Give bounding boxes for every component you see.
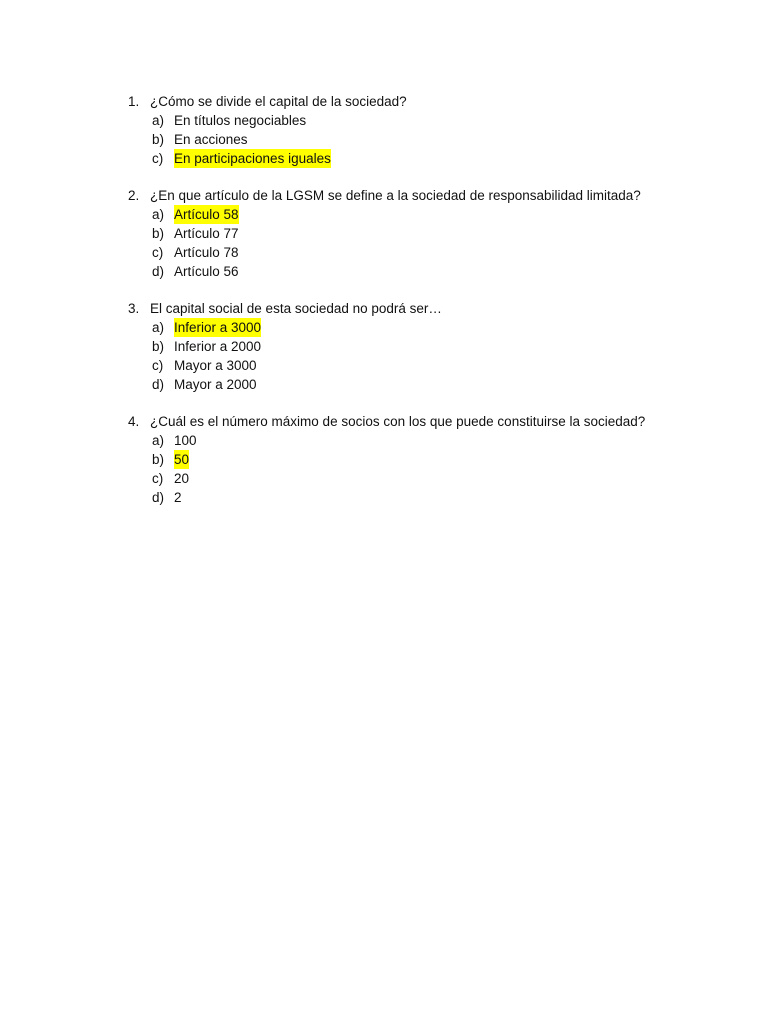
option-letter: c) (152, 245, 164, 260)
question-line (128, 412, 728, 431)
option-letter: c) (152, 358, 164, 373)
question-line (128, 299, 728, 318)
option-letter: d) (152, 377, 165, 392)
option-text: En títulos negociables (174, 113, 307, 128)
option-text: Artículo 77 (174, 226, 239, 241)
option-letter: a) (152, 113, 165, 128)
option-text: Inferior a 2000 (174, 339, 262, 354)
question-1 (128, 92, 728, 168)
option-item (128, 149, 728, 168)
option-letter: b) (152, 339, 165, 354)
option-letter: a) (152, 320, 165, 335)
option-text: Mayor a 2000 (174, 377, 257, 392)
option-item (128, 243, 728, 262)
option-letter: a) (152, 433, 165, 448)
option-text: 2 (174, 490, 182, 505)
option-text-highlighted: 50 (174, 452, 190, 467)
option-letter: d) (152, 264, 165, 279)
question-4 (128, 412, 728, 507)
option-item (128, 356, 728, 375)
option-list (128, 205, 728, 281)
option-letter: a) (152, 207, 165, 222)
question-number: 3. (128, 301, 140, 316)
question-number: 4. (128, 414, 140, 429)
option-letter: d) (152, 490, 165, 505)
option-letter: b) (152, 452, 165, 467)
question-number: 2. (128, 188, 140, 203)
quiz-list (128, 92, 728, 525)
question-text: ¿Cuál es el número máximo de socios con los que puede constituirse la sociedad? (150, 414, 646, 429)
option-item (128, 205, 728, 224)
question-number: 1. (128, 94, 140, 109)
question-text: El capital social de esta sociedad no podrá ser… (150, 301, 442, 316)
option-item (128, 431, 728, 450)
option-item (128, 337, 728, 356)
option-text: En acciones (174, 132, 248, 147)
option-item (128, 130, 728, 149)
question-2 (128, 186, 728, 281)
option-list (128, 111, 728, 168)
option-item (128, 450, 728, 469)
option-item (128, 318, 728, 337)
option-item (128, 488, 728, 507)
option-item (128, 375, 728, 394)
option-list (128, 431, 728, 507)
option-item (128, 224, 728, 243)
option-text-highlighted: Inferior a 3000 (174, 320, 262, 335)
option-text: Artículo 56 (174, 264, 239, 279)
option-letter: c) (152, 471, 164, 486)
option-item (128, 262, 728, 281)
option-item (128, 111, 728, 130)
option-letter: b) (152, 132, 165, 147)
option-text: 100 (174, 433, 197, 448)
question-3 (128, 299, 728, 394)
option-text: 20 (174, 471, 190, 486)
question-text: ¿En que artículo de la LGSM se define a la sociedad de responsabilidad limitada? (150, 188, 641, 203)
option-item (128, 469, 728, 488)
option-letter: c) (152, 151, 164, 166)
option-text-highlighted: Artículo 58 (174, 207, 239, 222)
question-text: ¿Cómo se divide el capital de la sociedad? (150, 94, 407, 109)
question-line (128, 186, 728, 205)
question-line (128, 92, 728, 111)
option-text-highlighted: En participaciones iguales (174, 151, 331, 166)
option-text: Mayor a 3000 (174, 358, 257, 373)
option-text: Artículo 78 (174, 245, 239, 260)
option-list (128, 318, 728, 394)
option-letter: b) (152, 226, 165, 241)
